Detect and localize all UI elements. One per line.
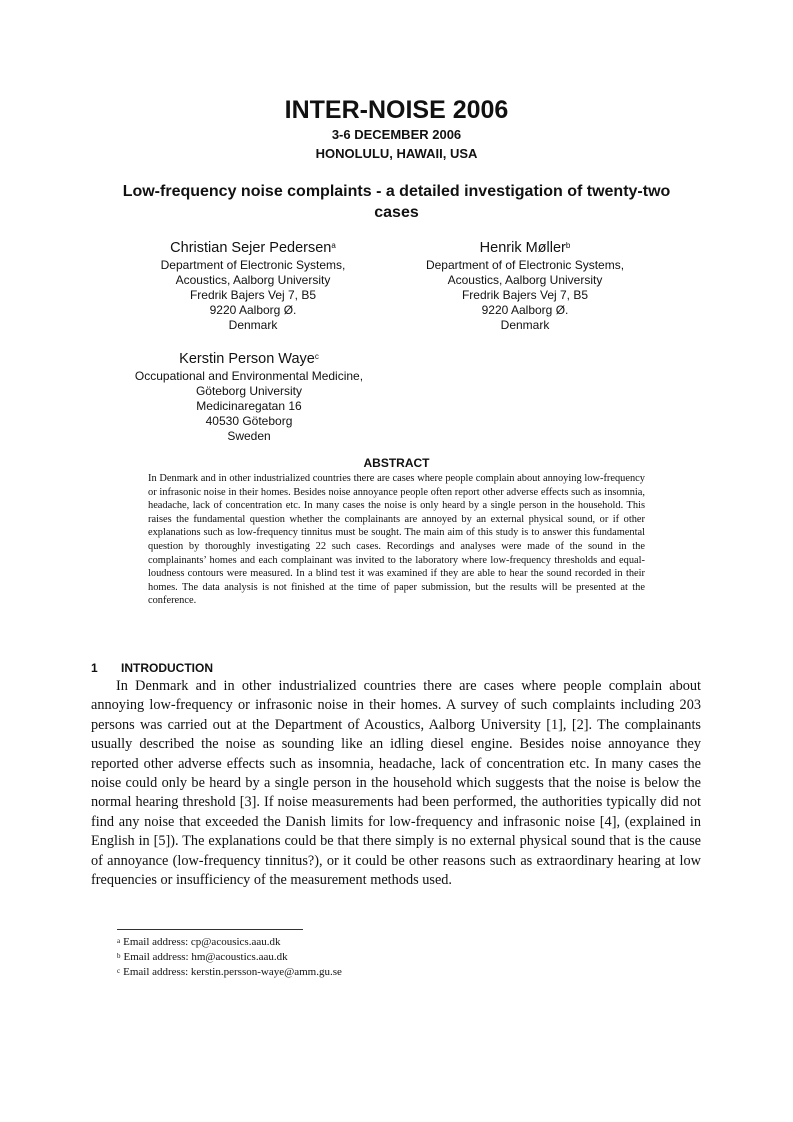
author-name-text: Christian Sejer Pedersen <box>170 240 332 256</box>
author-name <box>110 350 388 368</box>
section-heading <box>91 661 213 675</box>
paper-title: Low-frequency noise complaints - a detailed investigation of twenty-two cases <box>122 183 671 221</box>
footnote-mark: b <box>117 952 121 960</box>
author-footnote-mark: a <box>331 241 336 250</box>
author-footnote-mark: b <box>565 241 571 250</box>
footnote-mark: a <box>117 937 121 945</box>
affiliation-line: 9220 Aalborg Ø. <box>481 303 569 317</box>
author-block <box>402 239 648 333</box>
affiliation-line: Denmark <box>500 318 550 332</box>
footnote-mark: c <box>117 967 121 975</box>
affiliation-line: Göteborg University <box>195 384 303 398</box>
conference-location: HONOLULU, HAWAII, USA <box>315 146 478 161</box>
conference-dates: 3-6 DECEMBER 2006 <box>331 127 462 142</box>
footnote <box>117 935 342 950</box>
affiliation-line: Acoustics, Aalborg University <box>175 273 331 287</box>
footnote-divider <box>117 929 303 930</box>
affiliation-line: 40530 Göteborg <box>205 414 293 428</box>
footnotes <box>117 935 342 980</box>
footnote <box>117 965 342 980</box>
section-number: 1 <box>91 661 98 675</box>
affiliation-line: Occupational and Environmental Medicine, <box>134 369 364 383</box>
affiliation-line: Fredrik Bajers Vej 7, B5 <box>461 288 589 302</box>
author-name <box>130 239 376 257</box>
footnote-text: Email address: cp@acousics.aau.dk <box>123 936 281 948</box>
affiliation-line: 9220 Aalborg Ø. <box>209 303 297 317</box>
affiliation-line: Fredrik Bajers Vej 7, B5 <box>189 288 317 302</box>
affiliation-line: Medicinaregatan 16 <box>196 399 302 413</box>
section-title: INTRODUCTION <box>121 661 213 675</box>
affiliation-line: Department of of Electronic Systems, <box>425 258 625 272</box>
author-block <box>130 239 376 333</box>
affiliation-line: Sweden <box>227 429 271 443</box>
footnote-text: Email address: kerstin.persson-waye@amm.gu.se <box>123 966 342 978</box>
abstract-body: In Denmark and in other industrialized countries there are cases where people complain about annoying low-frequency or infrasonic noise in their homes. Besides noise annoyance people often report other adverse effects such as insomnia, headache, lack of concentration etc. In many cases the noise is only heard by a single person in the household. This raises the fundamental question whether the complainants are annoyed by an external physical sound, or if other explanations such as low-frequency tinnitus must be sought. The main aim of this study is to answer this fundamental question by thoroughly investigating 22 such cases. Recordings and analyses were made of the sound in the complainants’ homes and each complainant was invited to the laboratory where low-frequency thresholds and equal-loudness contours were measured. In a blind test it was examined if they are able to hear the sound recorded in their homes. The data analysis is not finished at the time of paper submission, but the results will be presented at the conference. <box>148 473 645 607</box>
introduction-body: In Denmark and in other industrialized countries there are cases where people complain about annoying low-frequency or infrasonic noise in their homes. A survey of such complaints including 203 persons was carried out at the Department of Acoustics, Aalborg University [1], [2]. The complainants usually described the noise as sounding like an idling diesel engine. Besides noise annoyance they reported other adverse effects such as insomnia, headache, lack of concentration etc. In many cases the noise could only be heard by a single person in the household which suggests that the noise is below the normal hearing threshold [3]. If noise measurements had been performed, the authorities typically did not find any noise that exceeded the Danish limits for low-frequency and infrasonic noise [4], (explained in English in [5]). The explanations could be that there simply is no external physical sound that is the cause of annoyance (low-frequency tinnitus?), or it could be other reasons such as extraordinary hearing at low frequencies or insufficiency of the measurement methods used. <box>91 678 701 889</box>
abstract-heading: ABSTRACT <box>363 456 430 470</box>
author-name-text: Kerstin Person Waye <box>179 351 315 367</box>
affiliation-line: Department of Electronic Systems, <box>160 258 346 272</box>
author-footnote-mark: c <box>314 352 319 361</box>
author-name <box>402 239 648 257</box>
affiliation-line: Acoustics, Aalborg University <box>447 273 603 287</box>
footnote-text: Email address: hm@acoustics.aau.dk <box>123 951 288 963</box>
conference-title: INTER-NOISE 2006 <box>284 96 509 124</box>
author-name-text: Henrik Møller <box>479 240 566 256</box>
author-block <box>110 350 388 444</box>
footnote <box>117 950 342 965</box>
affiliation-line: Denmark <box>228 318 278 332</box>
